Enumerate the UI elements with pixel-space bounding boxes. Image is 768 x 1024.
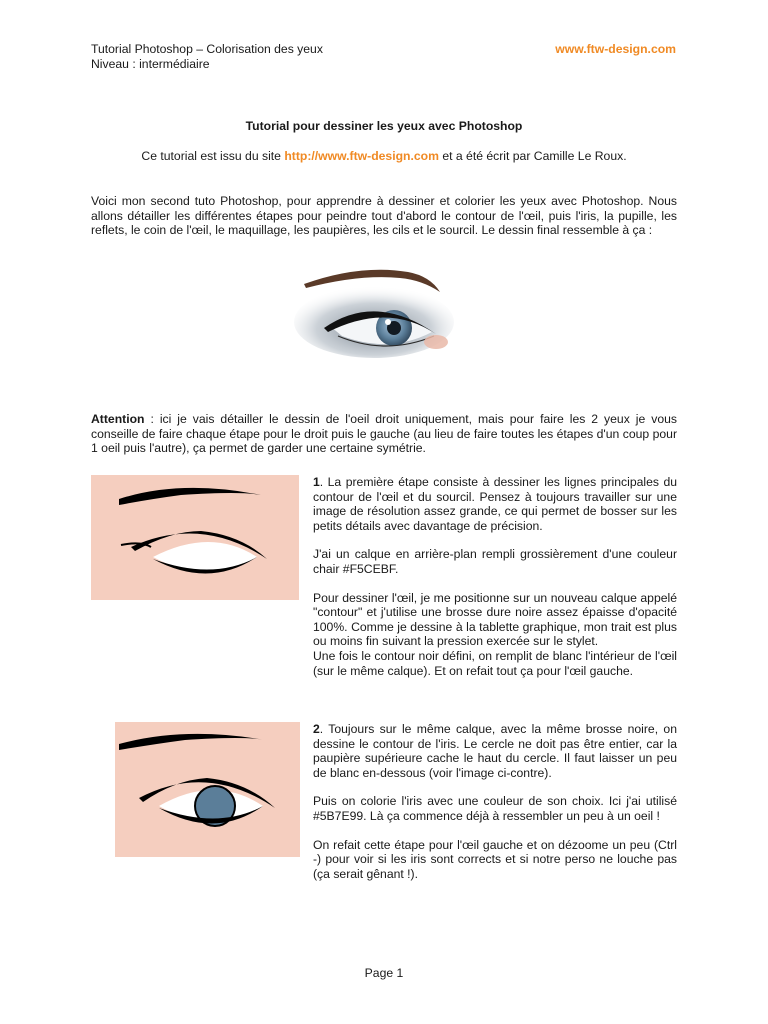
step2-text [313, 722, 677, 881]
source-prefix: Ce tutorial est issu du site [141, 149, 285, 163]
header-site-link[interactable]: www.ftw-design.com [555, 42, 676, 56]
step1-eye-image [91, 475, 299, 600]
page-number: Page 1 [364, 966, 404, 980]
step2-p1: 2. Toujours sur le même calque, avec la même brosse noire, on dessine le contour de l'iris. Le cercle ne doit pas être entier, car la paupière supérieure cache le haut du cercle. Il faut laisser un peu de blanc en-dessous (voir l'image ci-contre). [313, 722, 677, 780]
intro-paragraph: Voici mon second tuto Photoshop, pour apprendre à dessiner et colorier les yeux avec Photoshop. Nous allons détailler les différentes étapes pour peindre tout d'abord le contour de l'œil, puis l'iris, la pupille, les reflets, le coin de l'œil, le maquillage, les paupières, les cils et le sourcil. Le dessin final ressemble à ça : [91, 194, 677, 238]
step1-p4: Une fois le contour noir défini, on remplit de blanc l'intérieur de l'œil (sur le même calque). Et on refait tout ça pour l'œil gauche. [313, 648, 677, 678]
attention-text: : ici je vais détailler le dessin de l'oeil droit uniquement, mais pour faire les 2 yeux je vous conseille de faire chaque étape pour le droit puis le gauche (au lieu de faire toutes les étapes d'un coup pour 1 oeil puis l'autre), ça permet de garder une certaine symétrie. [91, 412, 677, 456]
step2-p3: On refait cette étape pour l'œil gauche et on dézoome un peu (Ctrl -) pour voir si les iris sont corrects et si notre perso ne louche pas (ça serait gênant !). [313, 837, 677, 881]
step1-p2: J'ai un calque en arrière-plan rempli grossièrement d'une couleur chair #F5CEBF. [313, 547, 677, 576]
source-line [0, 149, 768, 164]
attention-label: Attention [91, 412, 145, 426]
step2-eye-image [115, 722, 300, 857]
attention-paragraph [91, 412, 677, 456]
step1-p1: 1. La première étape consiste à dessiner les lignes principales du contour de l'œil et du sourcil. Pensez à toujours travailler sur une image de résolution assez grande, ce qui permet de bosser sur les petits détails avec davantage de précision. [313, 475, 677, 533]
final-eye-image [290, 262, 458, 366]
header-level: Niveau : intermédiaire [91, 57, 210, 71]
source-suffix: et a été écrit par Camille Le Roux. [438, 149, 627, 163]
step2-p2: Puis on colorie l'iris avec une couleur de son choix. Ici j'ai utilisé #5B7E99. Là ça commence déjà à ressembler un peu à un oeil ! [313, 794, 677, 823]
page-title: Tutorial pour dessiner les yeux avec Photoshop [245, 119, 523, 133]
header-title: Tutorial Photoshop – Colorisation des yeux [91, 42, 323, 56]
step1-number: 1 [313, 475, 320, 489]
step1-p3: Pour dessiner l'œil, je me positionne sur un nouveau calque appelé "contour" et j'utilise une brosse dure noire assez épaisse d'opacité 100%. Comme je dessine à la tablette graphique, mon trait est plus ou moins fin suivant la pression exercée sur le stylet. [313, 590, 677, 649]
source-link[interactable]: http://www.ftw-design.com [284, 149, 439, 163]
step2-number: 2 [313, 722, 320, 736]
step1-text [313, 475, 677, 678]
